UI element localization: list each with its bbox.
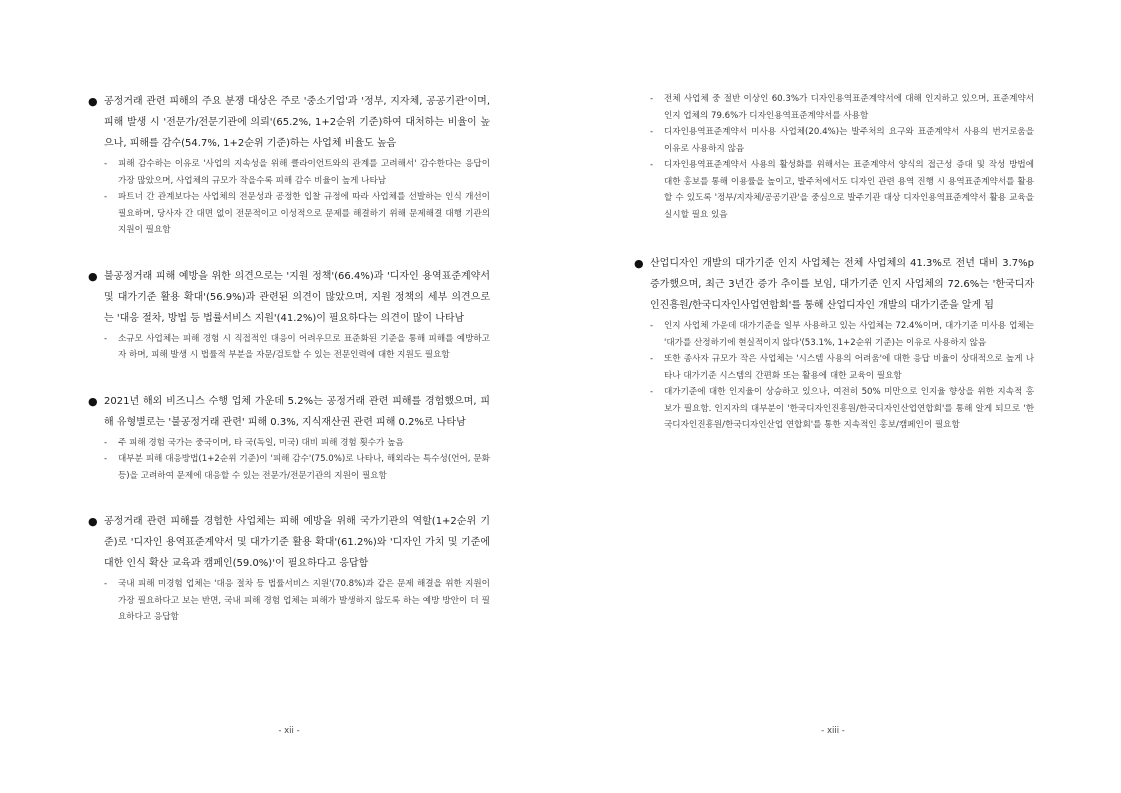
dash-marker: -: [104, 159, 108, 169]
sub-item: [88, 331, 490, 364]
bullet-icon: ●: [88, 394, 98, 408]
sub-item-text: 디자인용역표준계약서 사용의 활성화를 위해서는 표준계약서 양식의 접근성 증대 및 작성 방법에 대한 홍보를 통해 이용률을 높이고, 발주처에서도 디자인 관련 용역 진행 시 용역표준계약서를 활용할 수 있도록 '정부/지자체/공공기관'을 중심으로 발주기관 대상 디자인용역표준계약서 활용 교육을 실시할 필요 있음: [664, 160, 1034, 220]
dash-marker: -: [650, 127, 654, 137]
dash-marker: -: [650, 354, 654, 364]
sub-item-text: 디자인용역표준계약서 미사용 사업체(20.4%)는 발주처의 요구와 표준계약서 사용의 번거로움을 이유로 사용하지 않음: [664, 127, 1034, 154]
sub-item-text: 국내 피해 미경험 업체는 '대응 절차 등 법률서비스 지원'(70.8%)과 같은 문제 해결을 위한 지원이 가장 필요하다고 보는 반면, 국내 피해 경험 업체는 피해가 발생하지 않도록 하는 예방 방안이 더 필요하다고 응답함: [118, 579, 490, 622]
right-column: [634, 91, 1034, 434]
dash-marker: -: [104, 437, 108, 448]
dash-marker: -: [650, 160, 654, 170]
bullet-paragraph: [634, 253, 1034, 316]
paragraph-text: 산업디자인 개발의 대가기준 인지 사업체는 전체 사업체의 41.3%로 전년 대비 3.7%p 증가했으며, 최근 3년간 증가 추이를 보임, 대가기준 인지 사업체의 72.6%는 '한국디자인진흥원/한국디자인사업연합회'를 통해 산업디자인 개발의 대가기준을 알게 됨: [650, 258, 1034, 311]
sub-item-text: 소규모 사업체는 피해 경험 시 직접적인 대응이 어려우므로 표준화된 기준을 통해 피해를 예방하고자 하며, 피해 발생 시 법률적 부분을 자문/검토할 수 있는 전문인력에 대한 지원도 필요함: [118, 333, 490, 360]
continued-sub-items: [634, 91, 1034, 223]
bullet-paragraph: [88, 511, 490, 574]
summary-section-5: [634, 253, 1034, 434]
bullet-icon: ●: [634, 257, 644, 270]
paragraph-text: 불공정거래 피해 예방을 위한 의견으로는 '지원 정책'(66.4%)과 '디자인 용역표준계약서 및 대가기준 활용 확대'(56.9%)과 관련된 의견이 많았으며, 지원 정책의 세부 의견으로는 '대응 절차, 방법 등 법률서비스 지원'(41.2%)이 필요하다는 의견이 많이 나타남: [104, 270, 490, 324]
sub-item: [634, 351, 1034, 384]
summary-section-2: [88, 266, 490, 364]
bullet-icon: ●: [88, 95, 98, 108]
sub-item-text: 또한 종사자 규모가 작은 사업체는 '시스템 사용의 어려움'에 대한 응답 비율이 상대적으로 높게 나타나 대가기준 시스템의 간편화 또는 활용에 대한 교육이 필요함: [664, 354, 1034, 381]
summary-section-3: [88, 391, 490, 485]
bullet-icon: ●: [88, 515, 98, 528]
sub-item-text: 인지 사업체 가운데 대가기준을 일부 사용하고 있는 사업체는 72.4%이며, 대가기준 미사용 업체는 '대가를 산정하기에 현실적이지 않다'(53.1%, 1+2순위 기준)는 이유로 사용하지 않음: [664, 321, 1034, 348]
sub-item: [88, 189, 490, 239]
sub-item: [634, 91, 1034, 124]
bullet-paragraph: [88, 391, 490, 433]
sub-item: [634, 318, 1034, 351]
bullet-paragraph: [88, 266, 490, 329]
sub-item-text: 주 피해 경험 국가는 중국이며, 타 국(독일, 미국) 대비 피해 경험 횟수가 높음: [118, 437, 404, 448]
sub-item: [634, 384, 1034, 434]
dash-marker: -: [104, 333, 108, 344]
left-page: [0, 0, 560, 793]
paragraph-text: 공정거래 관련 피해의 주요 분쟁 대상은 주로 '중소기업'과 '정부, 지자체, 공공기관'이며, 피해 발생 시 '전문가/전문기관에 의뢰'(65.2%, 1+2순위 기준)하여 대처하는 비율이 높으나, 피해를 감수(54.7%, 1+2순위 기준)하는 사업체 비율도 높음: [104, 96, 490, 149]
page-number: - xiii -: [821, 726, 845, 736]
sub-item: [88, 576, 490, 626]
bullet-paragraph: [88, 91, 490, 154]
page-number: - xii -: [278, 726, 300, 736]
paragraph-text: 공정거래 관련 피해를 경험한 사업체는 피해 예방을 위해 국가기관의 역할(1+2순위 기준)로 '디자인 용역표준계약서 및 대가기준 활용 확대'(61.2%)와 '디자인 가치 및 기준에 대한 인식 확산 교육과 캠페인(59.0%)'이 필요하다고 응답함: [104, 516, 490, 569]
sub-item: [88, 435, 490, 452]
sub-item-text: 전체 사업체 중 절반 이상인 60.3%가 디자인용역표준계약서에 대해 인지하고 있으며, 표준계약서 인지 업체의 79.6%가 디자인용역표준계약서를 사용함: [664, 94, 1034, 121]
sub-item-text: 대가기준에 대한 인지율이 상승하고 있으나, 여전히 50% 미만으로 인지율 향상을 위한 지속적 홍보가 필요함. 인지자의 대부분이 '한국디자인진흥원/한국디자인산업연합회'를 통해 알게 되므로 '한국디자인진흥원/한국디자인산업 연합회'를 통한 지속적인 홍보/캠페인이 필요함: [664, 387, 1034, 430]
left-column: [88, 91, 490, 626]
dash-marker: -: [104, 192, 108, 202]
right-page: [560, 0, 1121, 793]
sub-item: [88, 156, 490, 189]
paragraph-text: 2021년 해외 비즈니스 수행 업체 가운데 5.2%는 공정거래 관련 피해를 경험했으며, 피해 유형별로는 '불공정거래 관련' 피해 0.3%, 지식재산권 관련 피해 0.2%로 나타남: [104, 395, 490, 428]
dash-marker: -: [650, 387, 654, 397]
sub-item: [634, 124, 1034, 157]
summary-section-4: [88, 511, 490, 626]
summary-section-1: [88, 91, 490, 239]
sub-item-text: 피해 감수하는 이유로 '사업의 지속성을 위해 클라이언트와의 관계를 고려해서' 감수한다는 응답이 가장 많았으며, 사업체의 규모가 작을수록 피해 감수 비율이 높게 나타남: [118, 159, 490, 186]
dash-marker: -: [650, 321, 654, 331]
sub-item-text: 파트너 간 관계보다는 사업체의 전문성과 공정한 입찰 규정에 따라 사업체를 선발하는 인식 개선이 필요하며, 당사자 간 대면 없이 전문적이고 이성적으로 문제를 해결하기 위해 문제해결 대행 기관의 지원이 필요함: [118, 192, 490, 235]
sub-item: [88, 451, 490, 484]
bullet-icon: ●: [88, 269, 98, 283]
sub-item: [634, 157, 1034, 223]
sub-item-text: 대부분 피해 대응방법(1+2순위 기준)이 '피해 감수'(75.0%)로 나타나, 해외라는 특수성(언어, 문화 등)을 고려하여 문제에 대응할 수 있는 전문가/전문기관의 지원이 필요함: [118, 454, 490, 481]
dash-marker: -: [650, 94, 654, 104]
dash-marker: -: [104, 579, 108, 589]
dash-marker: -: [104, 454, 108, 464]
